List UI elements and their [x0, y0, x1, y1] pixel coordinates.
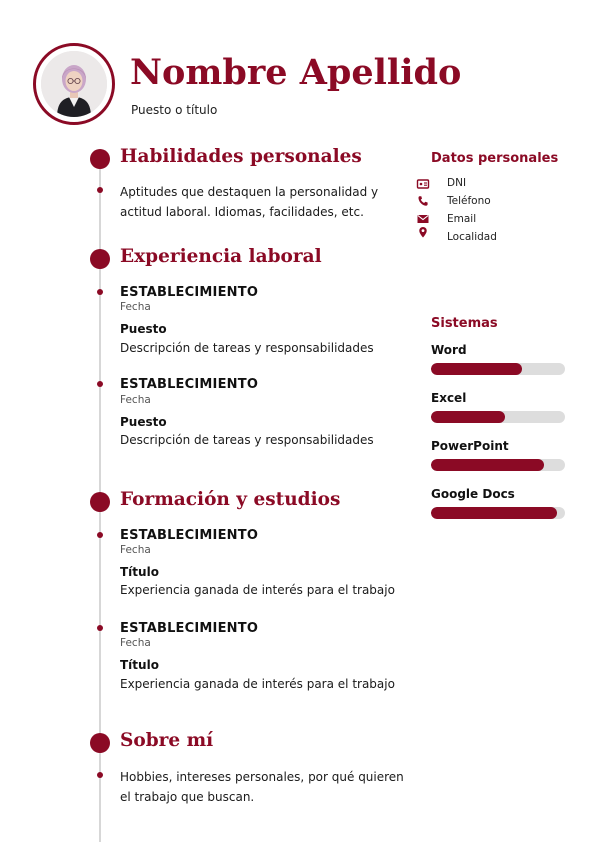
skill-label: Google Docs: [431, 487, 515, 501]
experience-description: Descripción de tareas y responsabilidades: [120, 433, 374, 447]
section-title-education: Formación y estudios: [120, 489, 341, 510]
education-description: Experiencia ganada de interés para el trabajo: [120, 583, 395, 597]
bullet-dot: [97, 625, 103, 631]
skill-bar-track: [431, 363, 565, 375]
experience-role: Puesto: [120, 322, 167, 336]
education-description: Experiencia ganada de interés para el trabajo: [120, 677, 395, 691]
experience-place: ESTABLECIMIENTO: [120, 377, 259, 392]
skill-bar-fill: [431, 507, 557, 519]
section-marker: [90, 149, 110, 169]
personal-email: Email: [447, 213, 477, 225]
section-title-about: Sobre mí: [120, 730, 214, 751]
experience-place: ESTABLECIMIENTO: [120, 285, 259, 300]
personal-data-title: Datos personales: [431, 151, 559, 166]
person-portrait: [41, 51, 107, 117]
education-date: Fecha: [120, 544, 151, 556]
bullet-dot: [97, 289, 103, 295]
bullet-dot: [97, 381, 103, 387]
profile-photo: [33, 43, 115, 125]
person-name: Nombre Apellido: [130, 52, 462, 93]
education-degree: Título: [120, 658, 159, 672]
id-card-icon: [416, 178, 430, 190]
section-marker: [90, 249, 110, 269]
bullet-dot: [97, 187, 103, 193]
systems-title: Sistemas: [431, 316, 498, 331]
education-place: ESTABLECIMIENTO: [120, 528, 259, 543]
job-title: Puesto o título: [131, 103, 218, 117]
skill-bar-fill: [431, 459, 544, 471]
personal-location: Localidad: [447, 231, 497, 243]
skill-bar-fill: [431, 411, 505, 423]
section-marker: [90, 733, 110, 753]
education-place: ESTABLECIMIENTO: [120, 621, 259, 636]
section-title-skills: Habilidades personales: [120, 146, 362, 167]
experience-role: Puesto: [120, 415, 167, 429]
education-date: Fecha: [120, 637, 151, 649]
skill-bar-track: [431, 507, 565, 519]
section-marker: [90, 492, 110, 512]
skills-text: Aptitudes que destaquen la personalidad y actitud laboral. Idiomas, facilidades, etc.: [120, 185, 379, 219]
bullet-dot: [97, 532, 103, 538]
skill-bar-track: [431, 411, 565, 423]
skill-label: PowerPoint: [431, 439, 509, 453]
personal-dni: DNI: [447, 177, 467, 189]
skill-label: Excel: [431, 391, 467, 405]
skill-bar-track: [431, 459, 565, 471]
skill-label: Word: [431, 343, 467, 357]
location-pin-icon: [416, 226, 430, 238]
bullet-dot: [97, 772, 103, 778]
section-title-experience: Experiencia laboral: [120, 246, 322, 267]
personal-phone: Teléfono: [447, 195, 491, 207]
experience-date: Fecha: [120, 301, 151, 313]
experience-description: Descripción de tareas y responsabilidades: [120, 341, 374, 355]
skill-bar-fill: [431, 363, 522, 375]
experience-date: Fecha: [120, 394, 151, 406]
phone-icon: [416, 195, 430, 207]
avatar: [41, 51, 107, 117]
mail-icon: [416, 213, 430, 225]
about-text: Hobbies, intereses personales, por qué quieren el trabajo que buscan.: [120, 770, 404, 804]
education-degree: Título: [120, 565, 159, 579]
